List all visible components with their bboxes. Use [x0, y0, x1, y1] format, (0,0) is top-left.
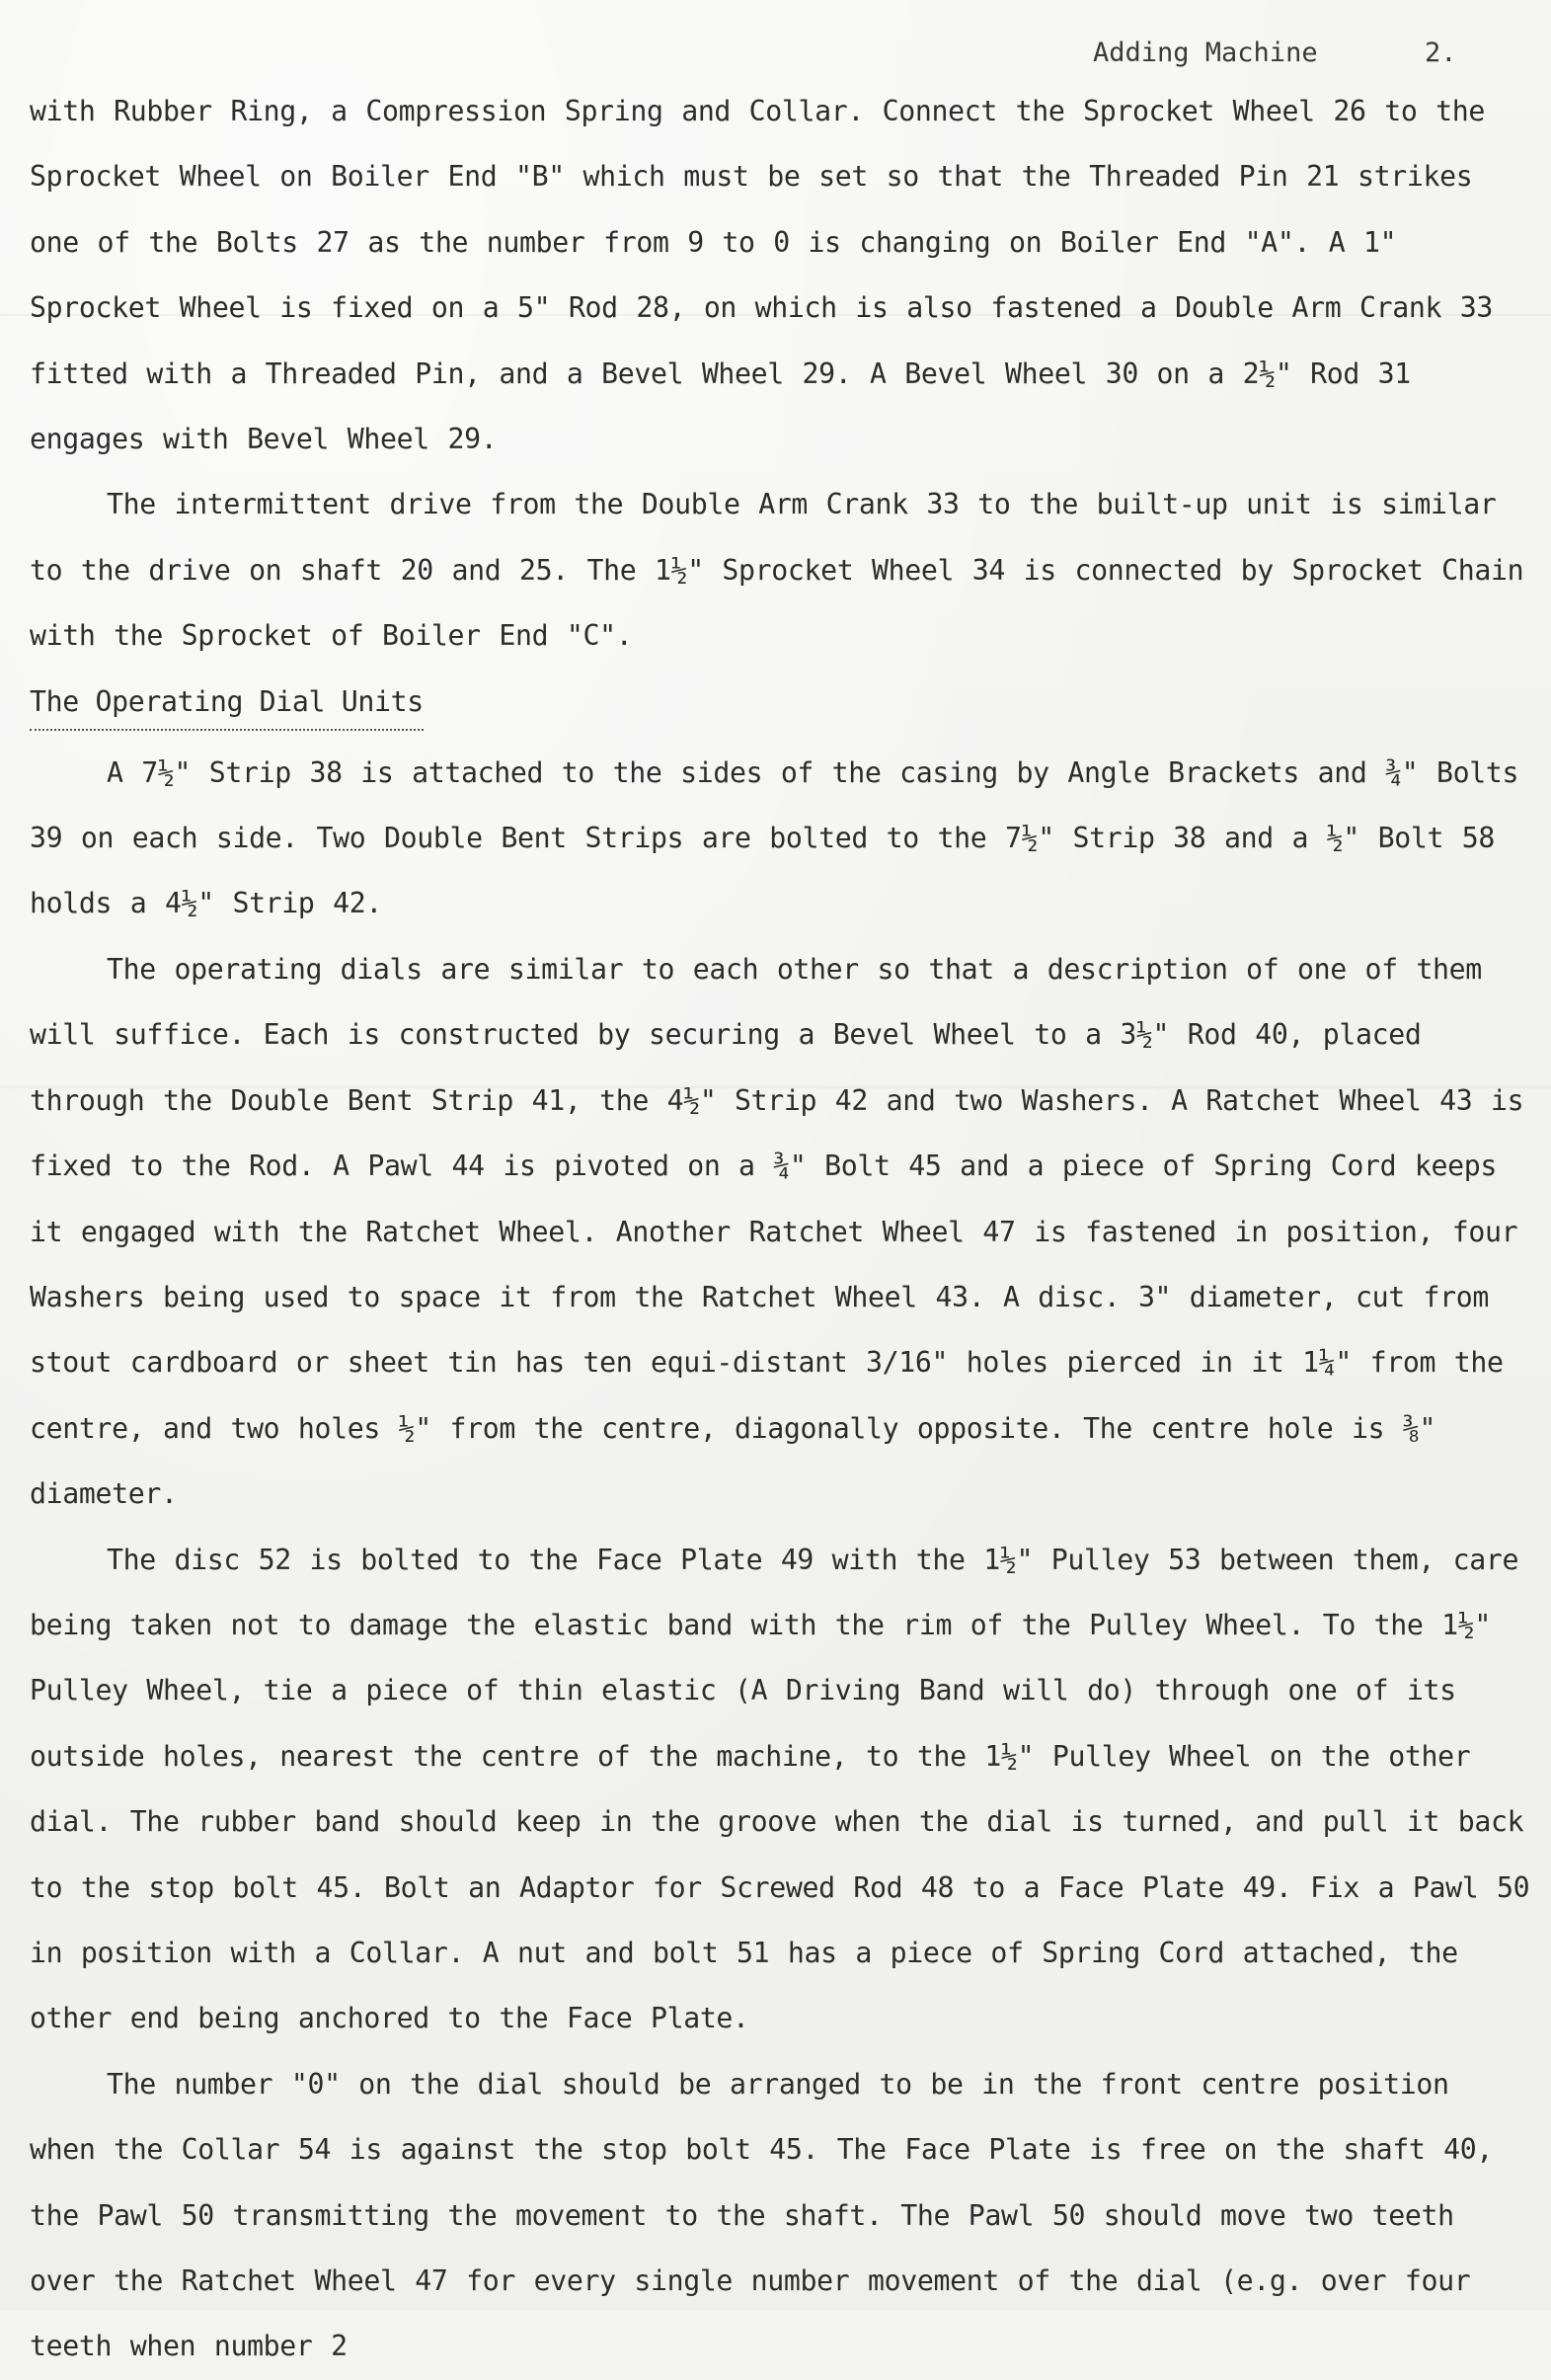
document-title: Adding Machine	[1093, 38, 1318, 68]
page-header	[1093, 34, 1468, 73]
paragraph: with Rubber Ring, a Compression Spring and Collar. Connect the Sprocket Wheel 26 to the Sprocket Wheel on Boiler End "B" which must be set so that the Threaded Pin 21 strikes one of the Bolts 27 as the number from 9 to 0 is changing on Boiler End "A". A 1" Sprocket Wheel is fixed on a 5" Rod 28, on which is also fastened a Double Arm Crank 33 fitted with a Threaded Pin, and a Bevel Wheel 29. A Bevel Wheel 30 on a 2½" Rod 31 engages with Bevel Wheel 29.	[30, 95, 1493, 456]
section-heading: The Operating Dial Units	[30, 675, 424, 731]
document-body	[30, 79, 1530, 2380]
paragraph: The intermittent drive from the Double Arm Crank 33 to the built-up unit is similar to the drive on shaft 20 and 25. The 1½" Sprocket Wheel 34 is connected by Sprocket Chain with the Sprocket of Boiler End "C".	[30, 488, 1524, 653]
paragraph: The number "0" on the dial should be arranged to be in the front centre position when the Collar 54 is against the stop bolt 45. The Face Plate is free on the shaft 40, the Pawl 50 transmitting the movement to the shaft. The Pawl 50 should move two teeth over the Ratchet Wheel 47 for every single number movement of the dial (e.g. over four teeth when number 2	[30, 2067, 1493, 2363]
page-number: 2.	[1425, 38, 1457, 68]
paragraph: The disc 52 is bolted to the Face Plate 49 with the 1½" Pulley 53 between them, care being taken not to damage the elastic band with the rim of the Pulley Wheel. To the 1½" Pulley Wheel, tie a piece of thin elastic (A Driving Band will do) through one of its outside holes, nearest the centre of the machine, to the 1½" Pulley Wheel on the other dial. The rubber band should keep in the groove when the dial is turned, and pull it back to the stop bolt 45. Bolt an Adaptor for Screwed Rod 48 to a Face Plate 49. Fix a Pawl 50 in position with a Collar. A nut and bolt 51 has a piece of Spring Cord attached, the other end being anchored to the Face Plate.	[30, 1543, 1530, 2035]
paragraph: The operating dials are similar to each other so that a description of one of them will suffice. Each is constructed by securing a Bevel Wheel to a 3½" Rod 40, placed through the Double Bent Strip 41, the 4½" Strip 42 and two Washers. A Ratchet Wheel 43 is fixed to the Rod. A Pawl 44 is pivoted on a ¾" Bolt 45 and a piece of Spring Cord keeps it engaged with the Ratchet Wheel. Another Ratchet Wheel 47 is fastened in position, four Washers being used to space it from the Ratchet Wheel 43. A disc. 3" diameter, cut from stout cardboard or sheet tin has ten equi-distant 3/16" holes pierced in it 1¼" from the centre, and two holes ½" from the centre, diagonally opposite. The centre hole is ⅜" diameter.	[30, 952, 1524, 1511]
paragraph: A 7½" Strip 38 is attached to the sides of the casing by Angle Brackets and ¾" Bolts 39 on each side. Two Double Bent Strips are bolted to the 7½" Strip 38 and a ½" Bolt 58 holds a 4½" Strip 42.	[30, 755, 1519, 920]
